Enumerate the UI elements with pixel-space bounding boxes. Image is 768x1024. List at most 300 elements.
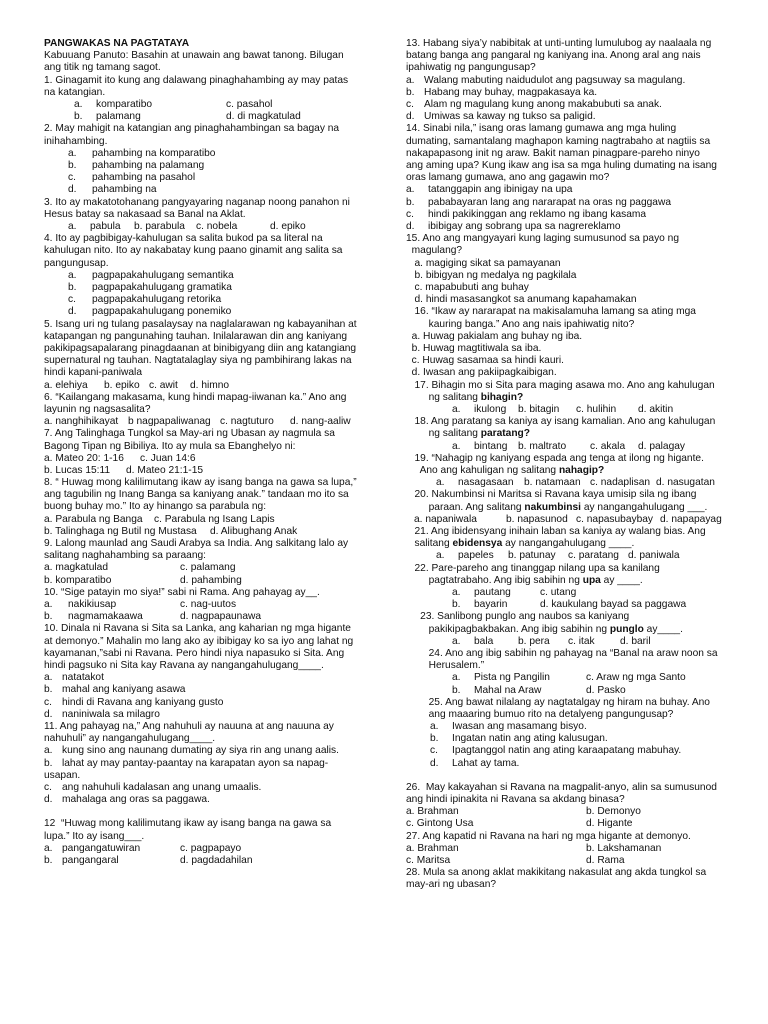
choice-row [406,818,728,830]
choice-text: Lahat ay tama. [452,757,520,769]
choice-text: b nagpapaliwanag [128,416,211,428]
choice-row [406,636,728,648]
text-line: 10. “Sige patayin mo siya!” sabi ni Rama. Ang pahayag ay__. [44,586,320,598]
choice-text: a. [68,220,77,232]
choice-text: Ingatan natin ang ating kalusugan. [452,733,608,745]
choice-text: pagpapakahulugang retorika [92,294,222,306]
choice-text: a. [68,147,77,159]
choice-row [44,672,364,684]
question-text: ng salitang [406,391,481,403]
choice-text: b. [452,599,461,611]
choice-text: a. [44,672,53,684]
keyword: paratang? [480,428,530,440]
choice-row [406,745,728,757]
choice-text: mahalaga ang oras sa paggawa. [62,794,210,806]
text-line: buong buhay mo.” Ito ay hinango sa parabula ng: [44,501,267,513]
choice-text: a. [436,477,445,489]
text-line: a. magiging sikat sa pamayanan [406,257,561,269]
choice-text: d. Mateo 21:1-15 [126,464,204,476]
choice-text: a. [44,599,53,611]
choice-text: Iwasan ang masamang bisyo. [452,721,587,733]
choice-row [406,599,728,611]
choice-text: b. maltrato [518,440,567,452]
text-line: at demonyo.” Mahalin mo lang ako ay ibibigay ko sa iyo ang lahat ng [44,635,354,647]
choice-text: pautang [474,586,511,598]
choice-row [44,782,364,794]
keyword: nahagip? [558,464,605,476]
choice-text: c. [68,294,76,306]
text-line: Hesus batay sa nakasaad sa Banal na Aklat. [44,208,246,220]
choice-text: lahat ay may pantay-paantay na karapatan ayon sa napag- [62,757,329,769]
choice-text: c. napasubaybay [576,513,654,525]
question-line [406,465,728,477]
choice-row [406,514,728,526]
text-line: 26. May kakayahan si Ravana na magpalit-anyo, alin sa sumusunod [406,781,717,793]
choice-text: a. [452,672,461,684]
choice-row [406,111,728,123]
choice-text: d. Rama [586,855,625,867]
choice-row [406,733,728,745]
keyword: ebidensya [452,538,503,550]
choice-text: d. Alibughang Anak [210,525,298,537]
text-line: d. hindi masasangkot sa anumang kapahamakan [406,294,637,306]
text-line: 5. Isang uri ng tulang pasalaysay na naglalarawan ng kabayanihan at [44,318,357,330]
question-text: pakikipagbakbakan. Ang ibig sabihin ng [406,623,610,635]
question-line [406,428,728,440]
text-line: 6. “Kailangang makasama, kung hindi mapag-iiwanan ka.” Ano ang [44,391,347,403]
text-line: layunin ng nagsasalita? [44,403,151,415]
choice-text: d. Pasko [586,684,626,696]
choice-row [44,160,364,172]
text-line: 3. Ito ay makatotohanang pangyayaring naganap noong panahon ni [44,196,350,208]
choice-text: pangangaral [62,854,119,866]
choice-text: Walang mabuting naidudulot ang pagsuway sa magulang. [424,74,686,86]
choice-text: b. [406,86,415,98]
choice-row [406,721,728,733]
choice-text: d. [44,794,53,806]
choice-row [406,184,728,196]
text-line: d. Iwasan ang pakiipagkaibigan. [406,367,557,379]
choice-text: d. Higante [586,818,633,830]
choice-text: hindi di Ravana ang kaniyang gusto [62,696,224,708]
choice-row [44,745,364,757]
choice-text: b. pera [518,635,550,647]
choice-text: c. nagtuturo [220,416,274,428]
choice-row [406,587,728,599]
keyword: punglo [609,623,644,635]
choice-text: d. [44,708,53,720]
choice-row [406,806,728,818]
choice-text: d. napapayag [660,513,722,525]
choice-text: bintang [474,440,508,452]
choice-text: d. nasugatan [656,477,715,489]
choice-text: Umiwas sa kaway ng tukso sa paligid. [424,111,596,123]
choice-row [44,99,364,111]
choice-text: c. nag-uutos [180,599,237,611]
choice-text: nakikiusap [68,599,117,611]
choice-text: hindi pakikinggan ang reklamo ng ibang kasama [428,208,647,220]
text-line: 13. Habang siya’y nabibitak at unti-unting lumulubog ay naalaala ng [406,38,712,49]
question-text: ng salitang [406,428,481,440]
choice-row [406,477,728,489]
choice-row [44,221,364,233]
text-line: 8. “ Huwag mong kalilimutang ikaw ay isang banga na gawa sa lupa,” [44,477,357,489]
text-line: pangungusap. [44,257,109,269]
choice-text: b. [68,281,77,293]
choice-row [44,794,364,806]
text-line: 10. Dinala ni Ravana si Sita sa Lanka, ang kaharian ng mga higante [44,623,351,635]
choice-text: b. epiko [104,379,140,391]
choice-text: a. [74,99,83,111]
choice-text: d. epiko [270,220,306,232]
text-line: kauring banga.” Ano ang nais ipahiwatig nito? [406,318,635,330]
choice-text: b. bitagin [518,403,560,415]
choice-row [44,599,364,611]
choice-row [44,526,364,538]
question-text: ay nangangahulugang ___. [580,501,708,513]
choice-text: a. [68,269,77,281]
choice-text: ibibigay ang sobrang upa sa nagrereklamo [428,220,621,232]
choice-row [406,758,728,770]
choice-text: c. Juan 14:6 [140,452,196,464]
choice-text: b. [68,159,77,171]
choice-row [406,75,728,87]
choice-text: Mahal na Araw [474,684,542,696]
question-line [406,575,728,587]
question-text: paraan. Ang salitang [406,501,525,513]
choice-text: d. [430,757,439,769]
choice-row [44,709,364,721]
spacer [44,806,364,818]
choice-row [44,294,364,306]
text-line: 2. May mahigit na katangian ang pinaghahambingan sa bagay na [44,123,340,135]
choice-text: a. [436,550,445,562]
choice-text: komparatibo [96,99,153,111]
choice-text: b. Talinghaga ng Butil ng Mustasa [44,525,197,537]
choice-text: c. awit [149,379,178,391]
choice-text: pababayaran lang ang nararapat na oras ng paggawa [428,196,671,208]
choice-text: pagpapakahulugang ponemiko [92,306,232,318]
choice-row [44,148,364,160]
choice-text: ikulong [474,403,507,415]
choice-text: c. nobela [196,220,238,232]
choice-text: d. pagdadahilan [180,854,253,866]
text-line: ipahiwatig ng pangungusap? [406,62,536,74]
choice-text: d. kaukulang bayad sa paggawa [540,599,687,611]
choice-text: b. patunay [508,550,556,562]
choice-text: ang nahuhuli kadalasan ang unang umaalis. [62,781,262,793]
choice-text: pabula [90,220,121,232]
text-line: 24. Ano ang ibig sabihin ng pahayag na “Banal na araw noon sa [406,647,718,659]
text-line: 25. Ang bawat nilalang ay nagtatalgay ng hiram na buhay. Ano [406,696,710,708]
choice-row [44,562,364,574]
choice-text: c. Gintong Usa [406,818,474,830]
choice-text: d. nang-aaliw [290,416,351,428]
choice-text: c. [44,696,52,708]
choice-text: pagpapakahulugang semantika [92,269,234,281]
choice-text: d. [68,306,77,318]
choice-text: b. Lucas 15:11 [44,464,111,476]
text-line: c. Huwag sasamaa sa hindi kauri. [406,355,564,367]
choice-text: c. nadaplisan [590,477,651,489]
text-line: ang titik ng tamang sagot. [44,62,161,74]
text-line: 20. Nakumbinsi ni Maritsa si Ravana kaya umisip sila ng ibang [406,489,697,501]
choice-row [44,380,364,392]
choice-text: pahambing na komparatibo [92,147,216,159]
choice-text: a. [406,184,415,196]
text-line: na katangian. [44,86,106,98]
text-line: 28. Mula sa anong aklat makikitang nakasulat ang akda tungkol sa [406,867,707,879]
keyword: nakumbinsi [524,501,581,513]
choice-text: a. elehiya [44,379,88,391]
choice-text: c. Parabula ng Isang Lapis [154,513,275,525]
choice-text: a. Mateo 20: 1-16 [44,452,124,464]
keyword: bihagin? [480,391,524,403]
choice-row [406,87,728,99]
text-line: dumating, samantalang maghapon kaming nagtrabaho at nagtiis sa [406,135,711,147]
choice-text: naniniwala sa milagro [62,708,160,720]
text-line: ang aming upa? Kung ikaw ang isa sa mga huling dumating na isang [406,159,717,171]
keyword: upa [582,574,601,586]
choice-text: b. [44,684,53,696]
choice-text: a. [452,586,461,598]
choice-text: c. itak [568,635,595,647]
choice-text: b. Lakshamanan [586,842,662,854]
text-line: nahuhuli” ay nangangahulugang____. [44,733,216,745]
text-line: 18. Ang paratang sa kaniya ay isang kamalian. Ano ang kahulugan [406,416,716,428]
choice-row [406,221,728,233]
text-line: salitang naghahambing sa paraang: [44,550,206,562]
choice-row [406,550,728,562]
text-line: nakapapasong init ng araw. Bakit naman pinagpare-pareho ninyo [406,147,700,159]
right-column [406,38,728,892]
text-line: c. mapabubuti ang buhay [406,281,529,293]
choice-text: b. [74,111,83,123]
choice-row [406,99,728,111]
choice-row [44,416,364,428]
choice-text: tatanggapin ang ibinigay na upa [428,184,573,196]
choice-text: a. magkatulad [44,562,108,574]
text-line: katapangan ng pangunahing tauhan. Inilalarawan din ang kaniyang [44,330,348,342]
choice-text: natatakot [62,672,104,684]
choice-text: b. [430,733,439,745]
choice-text: kung sino ang naunang dumating ay siya rin ang unang aalis. [62,745,339,757]
choice-text: b. [44,611,53,623]
choice-text: papeles [458,550,494,562]
text-line: pakikipagsapalarang pinagdaanan at binibigyang diin ang katangiang [44,342,357,354]
choice-text: Alam ng magulang kung anong makabubuti sa anak. [424,98,662,110]
choice-text: b. Demonyo [586,806,641,818]
text-line: may-ari ng ubasan? [406,879,497,891]
choice-text: c. paratang [568,550,619,562]
choice-text: pahambing na [92,184,157,196]
choice-text: c. palamang [180,562,236,574]
choice-row [44,465,364,477]
text-line: hindi pagsuko ni Sita kay Ravana ay nangangahulugang____. [44,660,324,672]
choice-text: b. [406,196,415,208]
choice-row [406,855,728,867]
text-line: ang tagubilin ng Inang Banga sa kaniyang anak.” tandaan mo ito sa [44,489,349,501]
choice-row [406,843,728,855]
choice-text: a. [430,721,439,733]
choice-text: c. pasahol [226,99,273,111]
choice-row [44,172,364,184]
choice-text: c. Araw ng mga Santo [586,672,686,684]
choice-row [406,197,728,209]
text-line: b. bibigyan ng medalya ng pagkilala [406,269,577,281]
spacer [406,770,728,782]
question-line [406,392,728,404]
choice-row [44,306,364,318]
text-line: 23. Sanlibong punglo ang naubos sa kaniyang [406,611,630,623]
choice-row [44,855,364,867]
choice-text: pangangatuwiran [62,842,141,854]
text-line: 17. Bihagin mo si Sita para maging asawa mo. Ano ang kahulugan [406,379,715,391]
choice-row [44,697,364,709]
choice-row [44,453,364,465]
choice-text: c. [406,98,414,110]
choice-text: b. komparatibo [44,574,112,586]
text-line: 1. Ginagamit ito kung ang dalawang pinaghahambing ay may patas [44,74,349,86]
choice-row [44,282,364,294]
choice-row [44,111,364,123]
choice-text: nagmamakaawa [68,611,143,623]
text-line: Herusalem.” [406,660,485,672]
text-line: 9. Lalong maunlad ang Saudi Arabya sa India. Ang salkitang lalo ay [44,538,349,550]
choice-text: a. nanghihikayat [44,416,119,428]
text-line: kahulugan nito. Ito ay nakabatay kung paano ginamit ang salita sa [44,245,343,257]
text-line: 4. Ito ay pagbibigay-kahulugan sa salita bukod pa sa literal na [44,233,323,245]
question-text: ay____. [643,623,683,635]
text-line: 21. Ang ibidensyang inihain laban sa kaniya ay walang bias. Ang [406,525,706,537]
choice-text: a. [44,745,53,757]
choice-text: palamang [96,111,141,123]
question-text: salitang [406,538,453,550]
text-line: lupa.” Ito ay isang___. [44,830,145,842]
choice-text: d. di magkatulad [226,111,301,123]
choice-text: a. napaniwala [414,513,477,525]
choice-row [44,514,364,526]
question-line [406,502,728,514]
choice-row [44,611,364,623]
choice-text: Ipagtanggol natin ang ating karaapatang mabuhay. [452,745,682,757]
choice-text: d. [406,220,415,232]
choice-row [406,209,728,221]
choice-row [406,441,728,453]
choice-text: b. parabula [134,220,185,232]
page-title: PANGWAKAS NA PAGTATAYA [44,38,190,49]
choice-text: Habang may buhay, magpakasaya ka. [424,86,598,98]
text-line: b. Huwag magtitiwala sa iba. [406,342,542,354]
text-line: ang hindi ipinakita ni Ravana sa akdang binasa? [406,794,625,806]
choice-row [44,758,364,770]
choice-text: c. utang [540,586,577,598]
choice-text: d. himno [190,379,230,391]
choice-text: d. nagpapaunawa [180,611,262,623]
choice-text: pahambing na palamang [92,159,205,171]
choice-text: c. akala [590,440,626,452]
choice-text: a. [452,440,461,452]
text-line: a. Huwag pakialam ang buhay ng iba. [406,330,583,342]
text-line: 11. Ang pahayag na,” Ang nahuhuli ay nauuna at ang nauuna ay [44,720,334,732]
choice-row [44,684,364,696]
choice-text: b. natamaan [524,477,581,489]
choice-text: c. [68,172,76,184]
choice-text: b. napasunod [506,513,568,525]
choice-row [406,672,728,684]
text-line: 27. Ang kapatid ni Ravana na hari ng mga higante at demonyo. [406,830,691,842]
choice-text: d. palagay [638,440,686,452]
choice-text: a. [406,74,415,86]
question-text: ay nangangahulugang ____. [502,538,635,550]
choice-text: bala [474,635,494,647]
choice-row [44,184,364,196]
text-line: inihahambing. [44,135,108,147]
text-line: 15. Ano ang mangyayari kung laging sumusunod sa payo ng [406,233,679,245]
text-line: hindi kapani-paniwala [44,367,142,379]
choice-text: d. baril [620,635,651,647]
choice-row [44,843,364,855]
text-line: 22. Pare-pareho ang tinanggap nilang upa sa kanilang [406,562,660,574]
text-line: usapan. [44,769,81,781]
text-line: oras lamang gumawa, ano ang gagawin mo? [406,172,610,184]
text-line: 16. “Ikaw ay nararapat na makisalamuha lamang sa ating mga [406,306,696,318]
text-line: Bagong Tipan ng Bibiliya. Ito ay mula sa Ebanghelyo ni: [44,440,296,452]
text-line: kayamanan,”sabi ni Ravana. Pero hindi niya napasuko si Sita. Ang [44,647,345,659]
choice-text: b. [44,854,53,866]
text-line: ang maaaring bumuo rito na detalyeng pangungusap? [406,708,674,720]
choice-text: d. paniwala [628,550,680,562]
choice-row [406,685,728,697]
question-text: ay ____. [600,574,643,586]
choice-text: pahambing na pasahol [92,172,196,184]
choice-text: c. Maritsa [406,855,451,867]
choice-text: c. hulihin [576,403,617,415]
choice-text: b. [452,684,461,696]
question-line [406,538,728,550]
choice-text: bayarin [474,599,508,611]
choice-text: b. [44,757,53,769]
question-text: pagtatrabaho. Ang ibig sabihin ng [406,574,583,586]
choice-text: c. [430,745,438,757]
text-line: supernatural ng tauhan. Nagtatalaglay siya ng pambihirang lakas na [44,355,352,367]
choice-text: a. [452,635,461,647]
choice-row [44,270,364,282]
question-text: Ano ang kahuligan ng salitang [406,464,559,476]
text-line: Kabuuang Panuto: Basahin at unawain ang bawat tanong. Bilugan [44,50,344,62]
choice-text: a. [452,403,461,415]
text-line: magulang? [406,245,463,257]
text-line: 12 “Huwag mong kalilimutang ikaw ay isang banga na gawa sa [44,818,332,830]
choice-text: a. [44,842,53,854]
choice-row [44,575,364,587]
question-line [406,624,728,636]
choice-text: Pista ng Pangilin [474,672,550,684]
choice-text: nasagasaan [458,477,514,489]
choice-text: c. [406,208,414,220]
text-line: 14. Sinabi nila,” isang oras lamang gumawa ang mga huling [406,123,677,135]
text-line: batang banga ang pangaral ng kaniyang ina. Anong aral ang nais [406,50,701,62]
choice-text: d. pahambing [180,574,242,586]
choice-text: d. akitin [638,403,674,415]
choice-text: d. [68,184,77,196]
text-line: 19. “Nahagip ng kaniyang espada ang tenga at ilong ng higante. [406,452,704,464]
choice-row [406,404,728,416]
choice-text: mahal ang kaniyang asawa [62,684,186,696]
choice-text: a. Brahman [406,806,459,818]
choice-text: c. [44,781,52,793]
choice-text: pagpapakahulugang gramatika [92,281,232,293]
